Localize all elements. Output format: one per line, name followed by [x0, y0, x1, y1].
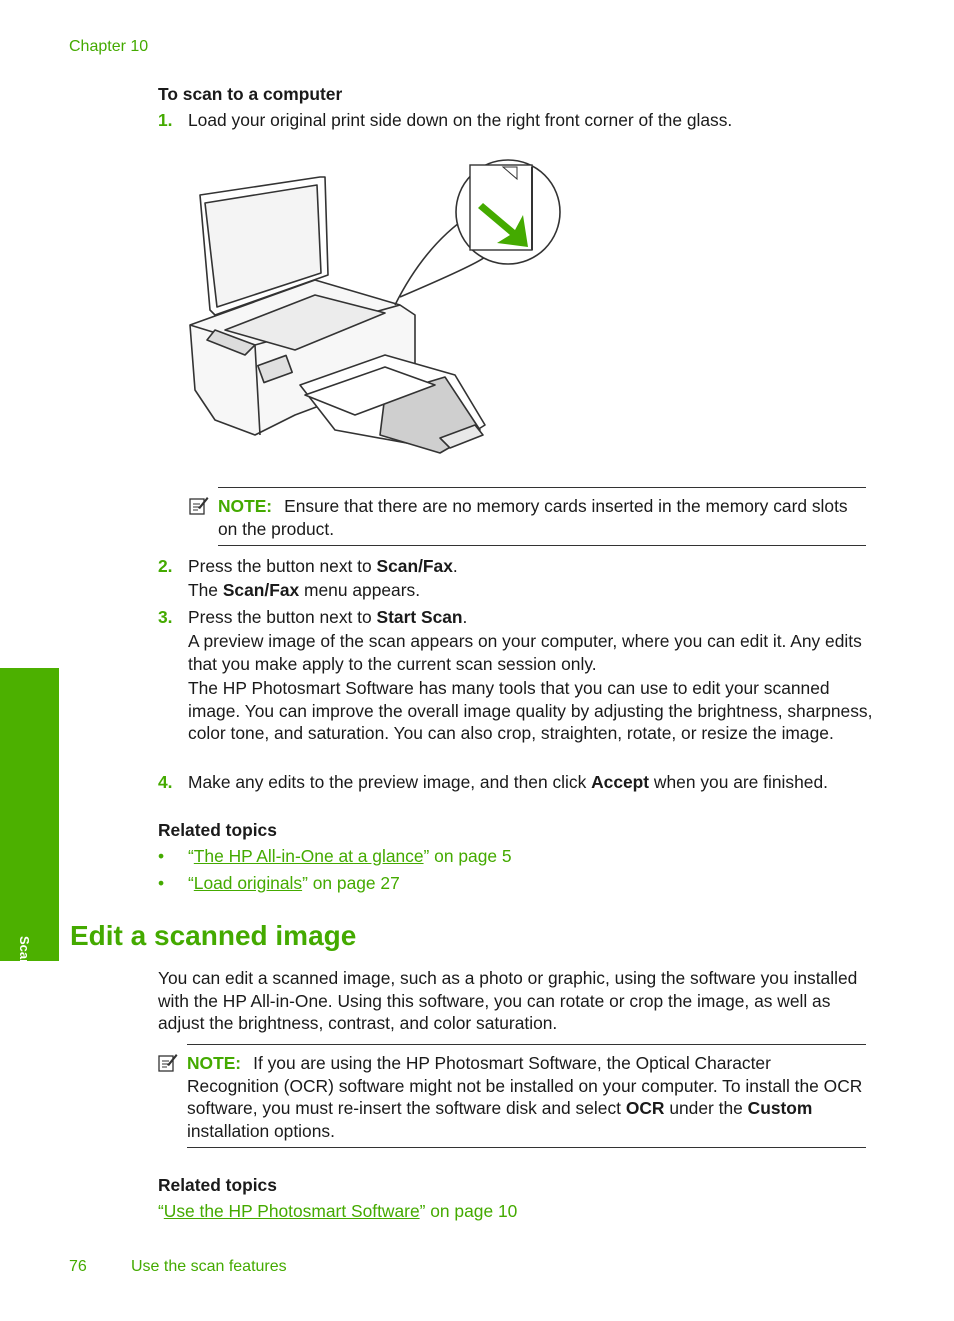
- step-3-paragraph-1: A preview image of the scan appears on your computer, where you can edit it. Any edits that you make apply to the current scan session only.: [188, 631, 862, 674]
- section-body: You can edit a scanned image, such as a photo or graphic, using the software you installed with the HP All-in-One. Using this software, you can rotate or crop the image, as well as adjust the brightness, contrast, and color saturation.: [158, 968, 858, 1034]
- related-link-3[interactable]: “Use the HP Photosmart Software” on page 10: [158, 1201, 518, 1221]
- note-icon: [158, 1052, 178, 1072]
- footer-title: Use the scan features: [131, 1258, 287, 1275]
- note-1-content: [218, 495, 868, 540]
- side-tab-label: Scan: [17, 936, 32, 968]
- note-label: NOTE:: [187, 1053, 242, 1073]
- step-number-1: 1.: [158, 110, 173, 130]
- related-link-1[interactable]: “The HP All-in-One at a glance” on page 5: [188, 846, 512, 866]
- related-link-2[interactable]: “Load originals” on page 27: [188, 873, 400, 893]
- step-2-result: The Scan/Fax menu appears.: [188, 580, 421, 600]
- note-icon: [189, 495, 209, 515]
- related-topics-title: Related topics: [158, 820, 277, 840]
- step-text-4: Make any edits to the preview image, and then click Accept when you are finished.: [188, 772, 828, 792]
- chapter-label: Chapter 10: [69, 38, 149, 55]
- step-number-2: 2.: [158, 556, 173, 576]
- section-heading: Edit a scanned image: [70, 920, 357, 951]
- note-text: Ensure that there are no memory cards inserted in the memory card slots on the product.: [218, 496, 848, 539]
- printer-illustration: [185, 155, 565, 460]
- related-topics-title: Related topics: [158, 1175, 277, 1195]
- step-text-1: Load your original print side down on the right front corner of the glass.: [188, 110, 733, 130]
- note-2-content: NOTE: If you are using the HP Photosmart Software, the Optical Character Recognition (OCR) software might not be installed on your computer. To install the OCR software, you must re-insert the software disk and select OCR under the Custom installation options.: [187, 1053, 863, 1141]
- bullet: •: [158, 846, 165, 866]
- step-3-paragraph-2: The HP Photosmart Software has many tools that you can use to edit your scanned image. You can improve the overall image quality by adjusting the brightness, sharpness, color tone, and saturation. You can also crop, straighten, rotate, or resize the image.: [188, 678, 873, 744]
- section-side-tab: [0, 668, 59, 961]
- step-text-3: Press the button next to Start Scan.: [188, 607, 468, 627]
- step-number-4: 4.: [158, 772, 173, 792]
- bullet: •: [158, 873, 165, 893]
- note-label: NOTE:: [218, 496, 273, 516]
- page-number: 76: [69, 1258, 87, 1275]
- step-text-2: Press the button next to Scan/Fax.: [188, 556, 458, 576]
- section-title: To scan to a computer: [158, 84, 343, 104]
- step-number-3: 3.: [158, 607, 173, 627]
